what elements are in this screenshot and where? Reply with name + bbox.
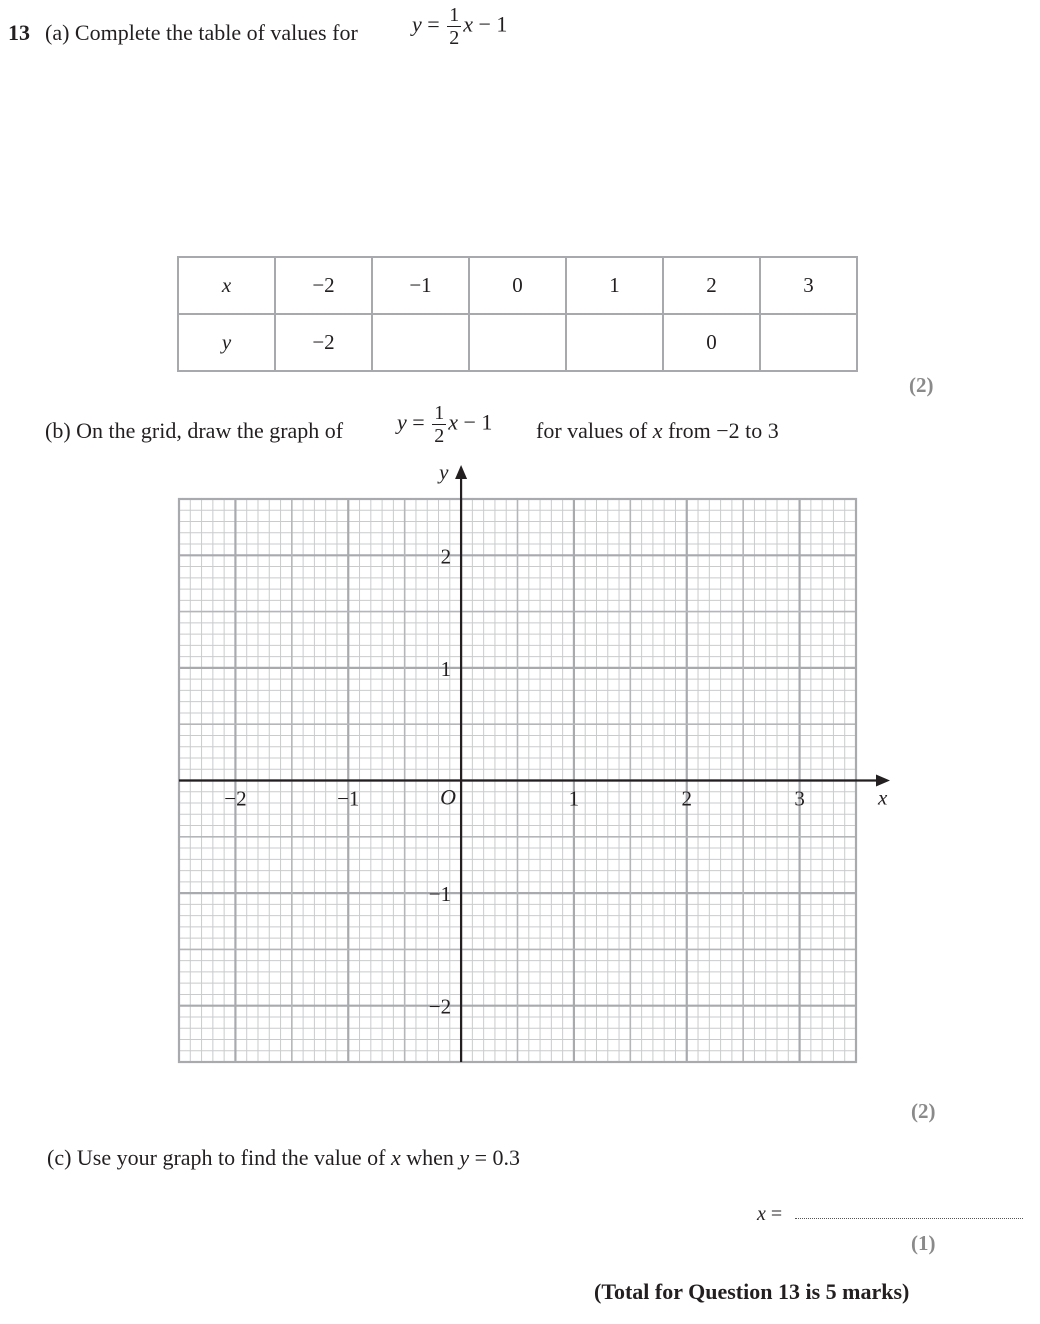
x-tick-label: −1 bbox=[337, 786, 360, 811]
question-number: 13 bbox=[8, 20, 30, 45]
equation-x: x bbox=[463, 11, 473, 37]
fraction-numerator: 1 bbox=[449, 4, 460, 26]
x-tick-label: 2 bbox=[681, 786, 692, 811]
table-cell-x: 0 bbox=[469, 257, 566, 314]
answer-label-eq: = bbox=[770, 1203, 783, 1225]
y-axis-label: y bbox=[439, 460, 449, 484]
part-c-text-3: = 0.3 bbox=[474, 1145, 521, 1170]
table-cell-x: 3 bbox=[760, 257, 857, 314]
table-cell-y[interactable]: 0 bbox=[663, 314, 760, 371]
part-c-marks: (1) bbox=[911, 1231, 936, 1255]
part-c-y: y bbox=[459, 1145, 470, 1170]
answer-label bbox=[757, 1203, 782, 1226]
y-tick-label: −1 bbox=[428, 882, 452, 907]
part-b-label: (b) bbox=[45, 418, 71, 443]
question-total: (Total for Question 13 is 5 marks) bbox=[594, 1279, 910, 1304]
part-a-label: (a) bbox=[45, 20, 70, 45]
part-c-text-2: when bbox=[406, 1145, 454, 1170]
table-header-y: y bbox=[178, 314, 275, 371]
part-c-x: x bbox=[390, 1145, 401, 1170]
part-b-suffix-2: from −2 to 3 bbox=[667, 418, 779, 443]
fraction-denominator: 2 bbox=[449, 27, 460, 49]
equation-x: x bbox=[448, 409, 458, 435]
equation-equals: = bbox=[412, 409, 425, 435]
equation-equals: = bbox=[427, 11, 440, 37]
table-cell-x: 1 bbox=[566, 257, 663, 314]
table-cell-x: 2 bbox=[663, 257, 760, 314]
equation-y: y bbox=[397, 409, 407, 435]
part-a-text: Complete the table of values for bbox=[74, 20, 358, 45]
part-c-prompt bbox=[47, 1145, 520, 1171]
y-tick-label: −2 bbox=[428, 994, 452, 1019]
y-tick-label: 2 bbox=[440, 544, 452, 569]
part-b-marks: (2) bbox=[911, 1099, 936, 1123]
part-c-text-1: Use your graph to find the value of bbox=[76, 1145, 386, 1170]
x-tick-label: 3 bbox=[794, 786, 805, 811]
table-cell-x: −1 bbox=[372, 257, 469, 314]
x-tick-label: 1 bbox=[568, 786, 580, 811]
origin-label: O bbox=[440, 784, 456, 810]
equation-minus-one: − 1 bbox=[463, 409, 493, 435]
table-cell-x: −2 bbox=[275, 257, 372, 314]
part-b-suffix-x: x bbox=[652, 418, 663, 443]
part-c-label: (c) bbox=[47, 1145, 72, 1170]
table-header-x: x bbox=[178, 257, 275, 314]
equation-minus-one: − 1 bbox=[478, 11, 508, 37]
table-cell-y[interactable]: −2 bbox=[275, 314, 372, 371]
x-tick-label: −2 bbox=[224, 786, 247, 811]
y-tick-label: 1 bbox=[440, 656, 452, 681]
part-b-text: On the grid, draw the graph of bbox=[76, 418, 344, 443]
part-a-marks: (2) bbox=[909, 373, 934, 397]
part-b-suffix-1: for values of bbox=[536, 418, 648, 443]
fraction-denominator: 2 bbox=[434, 425, 445, 447]
answer-label-x: x bbox=[757, 1203, 766, 1225]
x-axis-label: x bbox=[878, 785, 888, 810]
fraction-numerator: 1 bbox=[434, 402, 445, 424]
y-axis-arrow-icon bbox=[455, 465, 467, 479]
equation-y: y bbox=[412, 11, 422, 37]
answer-line[interactable] bbox=[795, 1218, 1023, 1219]
